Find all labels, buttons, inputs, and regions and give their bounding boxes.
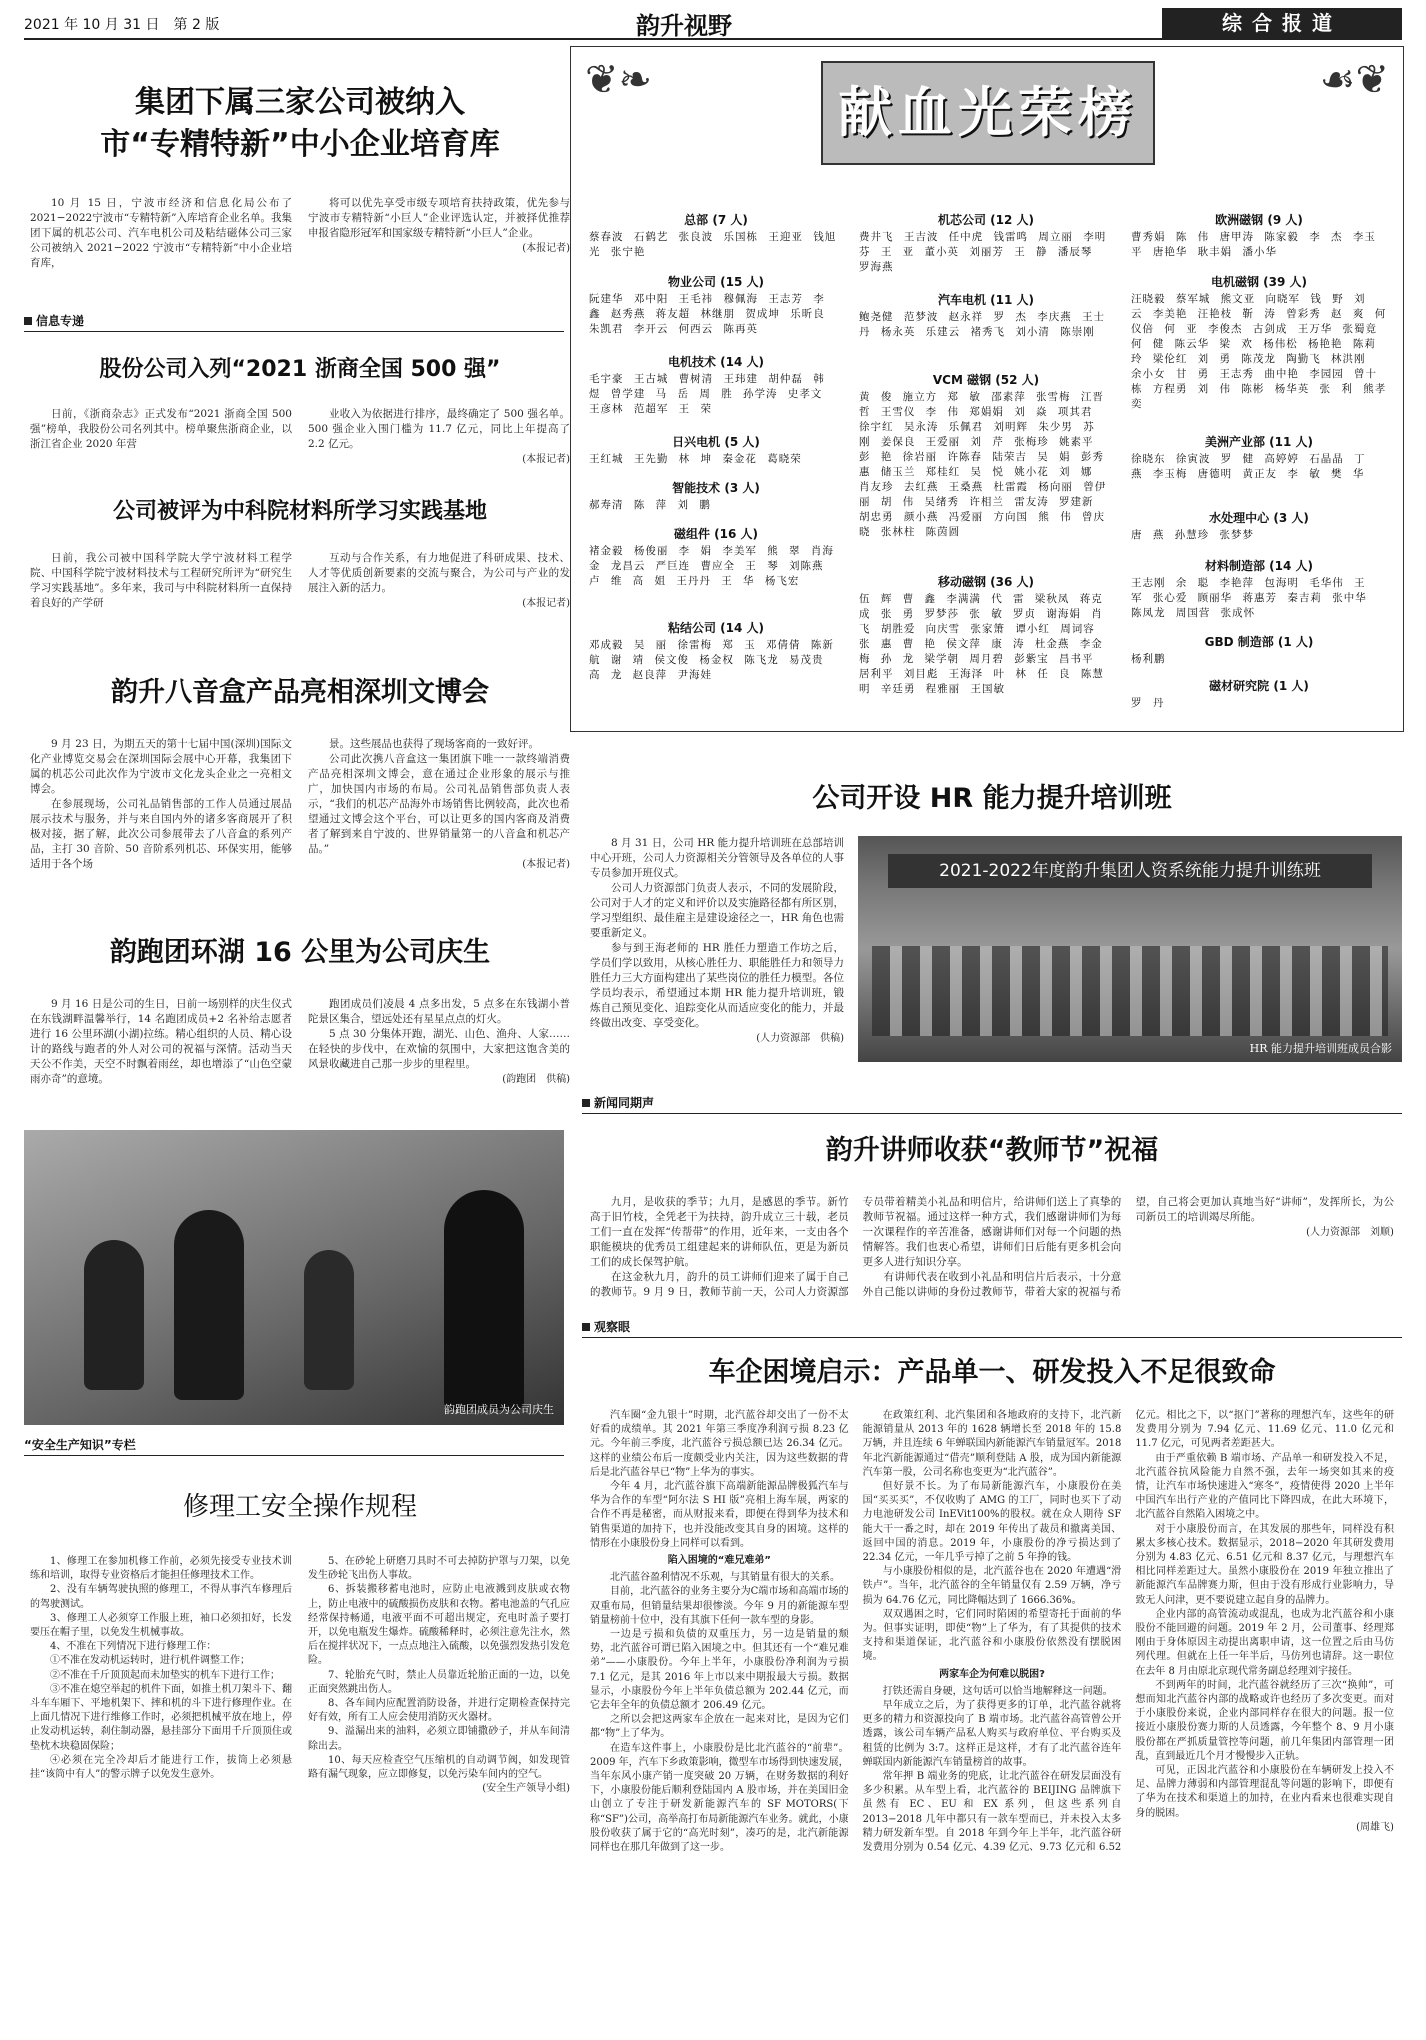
paragraph: 由于严重依赖 B 端市场、产品单一和研发投入不足，北汽蓝谷抗风险能力自然不强，去年一场突如其来的疫情，让汽车市场快速进入“寒冬”，疫情使得 2020 上半年中国汽车出行产业的产值同比下降四成，在此大环境下，北汽蓝谷自然陷入困境之中。 — [1135, 1452, 1394, 1521]
article-teachers-day — [582, 1128, 1402, 1300]
paragraph: 互动与合作关系，有力地促进了科研成果、技术、人才等优质创新要素的交流与聚合，为公司与产业的发展注入新的活力。 — [308, 552, 570, 594]
photo-caption: HR 能力提升培训班成员合影 — [1249, 1042, 1392, 1055]
paragraph: 在造车这件事上，小康股份是比北汽蓝谷的“前辈”。2009 年，汽车下乡政策影响，微型车市场得到快速发展，当年东风小康产销一度突破 20 万辆，在财务数据的利好下，小康股份能后顺利登陆国内 A 股市场，并在美国旧金山创立了专注于研发新能源汽车的 SF MOTORS(下称“SF”)公司，高举高打布局新能源汽车业务。就此，小康股份收获了属于它的“高光时刻”，凑巧的是，北汽新能源同样也在那几年做到了这一步。 — [590, 1742, 849, 1854]
running-team-photo — [24, 1130, 564, 1425]
rule-item: 8、各车间内应配置消防设备，并进行定期检查保持完好有效，所有工人应会使用消防灭火器材。 — [308, 1698, 570, 1724]
paragraph: 在这金秋九月，韵升的员工讲师们迎来了属于自己的教师节。9 月 9 日，教师节前一天，公司人力资源部专员带着精美小礼品和明信片，给讲师们送上了真挚的教师节祝福。通过这样一种方式，我们感谢讲师们为每一次课程作的辛苦准备，感谢讲师们对每一个问题的热情解答。我们也衷心希望，讲师们日后能有更多机会向更多人进行知识分享。 — [590, 1196, 1122, 1298]
paragraph: 参与到王海老师的 HR 胜任力塑造工作坊之后，学员们学以致用，从核心胜任力、职能胜任力和领导力胜任力三大方面构建出了某些岗位的胜任力模型。各位学员均表示，希望通过本期 HR 能力提升培训班，锻炼自己预见变化、追踪变化从而适应变化的能力，并最终做出改变、享受变化。 — [590, 942, 844, 1029]
paragraph: 一边是亏损和负债的双重压力，另一边是销量的颓势，北汽蓝谷可谓已陷入困境之中。但其还有一个“难兄难弟”——小康股份。今年上半年，小康股份净利润为亏损 7.1 亿元，是其 2016 年上市以来中期报最大亏损。数据显示，小康股份今年上半年负债总额为 202.44 亿元，而它去年全年的负债总额才 206.49 亿元。 — [590, 1629, 849, 1712]
paragraph: 但好景不长。为了布局新能源汽车，小康股份在美国“买买买”，不仅收购了 AMG 的工厂，同时也买下了动力电池研发公司 InEVit100%的股权。就在众人期待 SF 能大干一番之时，却在 2019 年传出了裁员和撤离美国、返回中国的消息。2019 年，小康股份的净亏损达到了 22.34 亿元，一年几乎亏掉了之前 5 年挣的钱。 — [862, 1481, 1122, 1564]
paragraph: 汽车圈“金九银十”时期，北汽蓝谷却交出了一份不太好看的成绩单。其 2021 年第三季度净利润亏损 8.23 亿元。今年前三季度，北汽蓝谷亏损总额已达 26.34 亿元。这样的业绩公布后一度颇受业内关注，因为这些数据的背后是北汽蓝谷早已“物”上华为的事实。 — [590, 1410, 849, 1478]
paragraph: 在参展现场，公司礼品销售部的工作人员通过展品展示技术与服务，并与来自国内外的诸多客商展开了积极对接，据了解，此次公司参展带去了八音盒的系列产品，主打 30 音阶、50 音阶系列机芯、环保实用，能够适用于各个场 — [30, 798, 292, 870]
dept-water: 水处理中心 (3 人) 唐 燕 孙慧珍 张梦梦 — [1131, 511, 1309, 541]
section-label: 综合报道 — [1162, 8, 1402, 38]
paragraph: 可见，正因北汽蓝谷和小康股份在车辆研发上投入不足、品牌力薄弱和内部管理混乱等问题的影响下，即便有了华为在技术和渠道上的加持，在业内看来也很难实现自身的脱困。 — [1135, 1765, 1394, 1819]
paragraph: 公司此次携八音盒这一集团旗下唯一一款终端消费产品亮相深圳文博会，意在通过企业形象的展示与推广，加快国内市场的布局。公司礼品销售部负责人表示，“我们的机芯产品海外市场销售比例较高，此次也希望通过文博会这个平台，可以让更多的国内客商及消费者了解到来自宁波的、世界销量第一的八音盒和机芯产品。” — [308, 753, 570, 855]
paragraph: 对于小康股份而言，在其发展的那些年，同样没有积累太多核心技术。数据显示，2018−2020 年其研发费用分别为 4.83 亿元、6.51 亿元和 8.37 亿元，与理想汽车相比同样差距过大。虽然小康股份在 2019 年独立推出了新能源汽车品牌赛力斯，但由于没有形成行业影响力，导致无人问津，更不要说建立起自身的品牌力。 — [1135, 1523, 1394, 1606]
dept-materials: 材料制造部 (14 人) 王志刚 余 聪 李艳萍 包海明 毛华伟 王 军 张心爱 顾丽华 蒋惠芳 秦吉莉 张中华 陈凤龙 周国营 张成怀 — [1131, 559, 1367, 619]
ornament-icon: ❦❧ — [585, 57, 653, 103]
dept-motor-magnet: 电机磁钢 (39 人) 汪晓毅 蔡军城 熊文亚 向晓军 钱 野 刘 云 李美艳 汪艳枝 靳 涛 曾彩秀 赵 爽 何仪倍 何 亚 李俊杰 古剑成 王万华 张蜀竟 何 健 陈云华 梁 欢 杨伟松 杨艳艳 陈莉玲 梁伦红 刘 勇 陈茂龙 陶勤飞 林洪刚 余小女 甘 勇 王志秀 曲中艳 李园园 曾十栋 方程勇 刘 伟 陈彬 杨华英 张 利 熊孝奕 — [1131, 275, 1387, 410]
paragraph: 公司人力资源部门负责人表示，不同的发展阶段，公司对于人才的定义和评价以及实施路径都有所区别，学习型组织、最佳雇主是建设途径之一，HR 角色也需要重新定义。 — [590, 882, 844, 939]
dept-auto-motor: 汽车电机 (11 人) 鲍尧健 范梦波 赵永祥 罗 杰 李庆燕 王士丹 杨永英 乐建云 褚秀飞 刘小清 陈崇刚 — [859, 293, 1106, 338]
paragraph: 10 月 15 日，宁波市经济和信息化局公布了2021−2022宁波市“专精特新”入库培育企业名单。我集团下属的机芯公司、汽车电机公司及粘结磁体公司三家公司被纳入 2021−2022 宁波市“专精特新”中小企业培育库， — [30, 197, 292, 269]
rule-item: 1、修理工在参加机修工作前，必须先接受专业技术训练和培训，取得专业资格后才能担任修理技术工作。 — [30, 1556, 292, 1582]
paragraph: 将可以优先享受市级专项培育扶持政策，优先参与宁波市专精特新“小巨人”企业评选认定，并被择优推荐申报省隐形冠军和国家级专精特新“小巨人”企业。 — [308, 197, 570, 239]
paragraph: 打铁还需自身硬，这句话可以恰当地解释这一问题。 — [882, 1685, 1113, 1697]
masthead — [24, 6, 1402, 40]
rule-item: ②不准在千斤顶顶起而未加垫实的机车下进行工作； — [50, 1669, 280, 1681]
byline: (本报记者) — [522, 598, 570, 609]
blood-donation-honor-roll — [570, 46, 1404, 732]
article-auto-industry — [582, 1350, 1402, 1855]
photo-banner: 2021-2022年度韵升集团人资系统能力提升训练班 — [888, 854, 1372, 888]
paragraph: 9 月 16 日是公司的生日，日前一场别样的庆生仪式在东钱湖畔温馨举行，14 名跑团成员+2 名补给志愿者进行 16 公里环湖(小湖)拉练。精心组织的人员、精心设计的路线与跑者的外人对公司的祝福与深情。活动当天天公不作美，天空不时飘着雨丝，却也增添了“山色空蒙雨亦奇”的意境。 — [30, 998, 292, 1085]
honor-roll-title: 献血光荣榜 — [821, 61, 1155, 165]
dept-mobile-magnet: 移动磁钢 (36 人) 伍 辉 曹 鑫 李满满 代 雷 梁秋凤 蒋克成 张 勇 罗梦莎 张 敏 罗贞 谢海娟 肖 飞 胡胜爱 向庆雪 张家箫 谭小红 周词容 张 惠 曹 艳 侯文萍 康 涛 杜金燕 李金梅 孙 龙 梁学朝 周月碧 彭紫宝 昌书平 居利平 刘目彪 王海泽 叶 林 任 良 陈慧明 辛廷勇 程雅丽 王国敏 — [859, 575, 1104, 695]
rule-item: 9、溢漏出来的油料，必须立即铺撒砂子，并从车间清除出去。 — [308, 1726, 570, 1752]
subheading: 陷入困境的“难兄难弟” — [667, 1555, 771, 1567]
byline: (韵跑团 供稿) — [502, 1074, 570, 1085]
rule-item: 3、修理工人必须穿工作服上班，袖口必须扣好，长发要压在帽子里，以免发生机械事故。 — [30, 1612, 292, 1639]
rule-item: 5、在砂轮上研磨刀具时不可去掉防护罩与刀架，以免发生砂轮飞出伤人事故。 — [308, 1556, 570, 1582]
article-top500 — [30, 352, 570, 467]
article-cas-base — [30, 494, 570, 611]
article-music-box — [30, 670, 570, 872]
dept-europe: 欧洲磁钢 (9 人) 曹秀娟 陈 伟 唐甲涛 陈家毅 李 杰 李玉平 唐艳华 耿丰娟 潘小华 — [1131, 213, 1376, 258]
dept-property: 物业公司 (15 人) 阮建华 邓中阳 王毛祎 穆佩海 王志芳 李 鑫 赵秀燕 蒋友超 林继朋 贺成坤 乐昕良 朱凯君 李开云 何西云 陈再英 — [589, 275, 825, 335]
paragraph: 在政策红利、北汽集团和各地政府的支持下，北汽新能源销量从 2013 年的 1628 辆增长至 2018 年的 15.8 万辆，并且连续 6 年蝉联国内新能源汽车销量冠军。2018 年北汽新能源通过“借壳”顺利登陆 A 股，成为国内新能源汽车第一股，公司名称也变更为“北汽蓝谷”。 — [862, 1410, 1122, 1478]
paragraph: 5 点 30 分集体开跑，湖光、山色、渔舟、人家……在轻快的步伐中，在欢愉的氛围中，大家把这饱含美的风景收藏进自己那一步步的里程里。 — [308, 1028, 570, 1070]
dept-movement: 机芯公司 (12 人) 费井飞 王吉波 任中虎 钱雷鸣 周立丽 李明芬 王 亚 董小英 刘丽芳 王 静 潘辰琴 罗海燕 — [859, 213, 1107, 273]
headline: 修理工安全操作规程 — [182, 1492, 417, 1522]
photo-caption: 韵跑团成员为公司庆生 — [444, 1403, 554, 1416]
dept-motor-tech: 电机技术 (14 人) 毛宇豪 王古城 曹树清 王玮建 胡仲磊 韩 煜 曾学建 马 岳 周 胜 孙学涛 史孝文 王彦林 范超军 王 荣 — [589, 355, 825, 415]
paragraph: 早年成立之后，为了获得更多的订单，北汽蓝谷就将更多的精力和资源投向了 B 端市场。北汽蓝谷高管曾公开透露，该公司车辆产品私人购买与政府单位、平台购买及租赁的比例为 3:7。这样正是这样，才有了北汽蓝谷连年蝉联国内新能源汽车销量榜首的故事。 — [862, 1700, 1122, 1768]
safety-column-tag: “安全生产知识”专栏 — [24, 1436, 564, 1456]
headline: 公司开设 HR 能力提升培训班 — [812, 783, 1172, 814]
square-bullet-icon — [24, 317, 32, 325]
paragraph: 跑团成员们凌晨 4 点多出发，5 点多在东钱湖小普陀景区集合，望远处还有星星点点的灯火。 — [308, 998, 570, 1025]
article-specialized-enterprises — [30, 82, 570, 271]
ornament-icon: ☙❦ — [1319, 57, 1389, 103]
paragraph: 有讲师代表在收到小礼品和明信片后表示，十分意外自己能以讲师的身份过教师节，带着大家的祝福与希望，自己将会更加认真地当好“讲师”，发挥所长，为公司新员工的培训竭尽所能。 — [862, 1196, 1394, 1298]
headline: 公司被评为中科院材料所学习实践基地 — [112, 499, 487, 524]
rule-item: 6、拆装搬移蓄电池时，应防止电液溅到皮肤或衣物上，防止电液中的硫酸损伤皮肤和衣物。蓄电池盖的气孔应经常保持畅通，电液平面不可超出规定，充电时盖子要打开，以免电瓶发生爆炸。硫酸稀释时，必须注意先注水，然后在搅拌状况下，一点点地注入硫酸，以免强烈发热引发危险。 — [308, 1584, 570, 1667]
paragraph: 九月，是收获的季节；九月，是感恩的季节。新竹高于旧竹枝，全凭老干为扶持，韵升成立三十载，老员工们一直在发挥“传帮带”的作用，近年来，一支由各个职能模块的优秀员工组建起来的讲师队伍，更是为新员工们的成长保驾护航。 — [590, 1196, 849, 1268]
observer-tag: 观察眼 — [582, 1318, 1402, 1338]
rule-item: ④必须在完全冷却后才能进行工作，拔筒上必须悬挂“该筒中有人”的警示牌子以免发生意外。 — [30, 1754, 292, 1781]
byline: (安全生产领导小组) — [482, 1783, 570, 1795]
rule-item: 10、每天应检查空气压缩机的自动调节阀，如发现管路有漏气现象，应立即修复，以免污染车间内的空气。 — [308, 1754, 570, 1781]
paragraph: 与小康股份相似的是，北汽蓝谷也在 2020 年遭遇“滑铁卢”。当年，北汽蓝谷的全年销量仅有 2.59 万辆，净亏损为 64.76 亿元，同比降幅达到了 1666.36%。 — [862, 1566, 1122, 1606]
paragraph: 企业内部的高管流动或混乱，也成为北汽蓝谷和小康股份不能回避的问题。2019 年 2 月，公司董事、经理郑刚由于身体原因主动提出离职申请，这一位置之后由马仿列代理。但就在上任一年半后，马仿列也请辞。这一职位在去年 8 月由原北京现代常务副总经理刘宇接任。 — [1135, 1608, 1394, 1677]
dept-bonded: 粘结公司 (14 人) 邓成毅 吴 丽 徐雷梅 郑 玉 邓倩倩 陈新航 谢 靖 侯文俊 杨金权 陈飞龙 易茂贵 高 龙 赵良萍 尹海娃 — [589, 621, 834, 681]
byline: (人力资源部 刘顺) — [1306, 1227, 1394, 1238]
paragraph: 北汽蓝谷盈利情况不乐观，与其销量有很大的关系。 — [610, 1572, 840, 1584]
article-safety-rules — [30, 1486, 570, 1796]
headline: 股份公司入列“2021 浙商全国 500 强” — [99, 357, 501, 382]
rule-item: 2、没有车辆驾驶执照的修理工，不得从事汽车修理后的驾驶测试。 — [30, 1584, 292, 1610]
square-bullet-icon — [582, 1323, 590, 1331]
paragraph: 日前，《浙商杂志》正式发布“2021 浙商全国 500 强”榜单，我股份公司名列其中。榜单聚焦浙商企业，以浙江省企业 2020 年营 — [30, 408, 292, 450]
paragraph: 业收入为依据进行排序，最终确定了 500 强名单。500 强企业入围门槛为 11.7 亿元，同比上年提高了 2.2 亿元。 — [308, 408, 570, 450]
dept-vcm: VCM 磁钢 (52 人) 黄 俊 施立方 郑 敏 邵素萍 张雪梅 江晋哲 王雪仪 李 伟 郑娟娟 刘 焱 项其君 徐宇红 吴永涛 乐佩君 刘明辉 朱少男 苏 刚 姜保良 王爱丽 刘 芹 张梅珍 姚素平 彭 艳 徐岩丽 许陈春 陆荣吉 吴 娟 彭秀惠 储玉兰 郑桂红 吴 悦 姚小花 刘 娜 肖友珍 去红燕 王桑燕 杜雷霞 杨向丽 曾伊丽 胡 伟 吴绪秀 许相兰 雷友涛 罗建新 胡忠勇 颜小燕 冯爱丽 方向国 熊 伟 曾庆晓 张林柱 陈茵圆 — [859, 373, 1107, 538]
issue-date: 2021 年 10 月 31 日 第 2 版 — [24, 17, 220, 33]
hr-group-photo — [858, 836, 1402, 1062]
square-bullet-icon — [582, 1099, 590, 1107]
paragraph: 双双遇困之时，它们同时陷困的希望寄托于面前的华为。但事实证明，即使“物”上了华为，有了其提供的技术支持和渠道保证，北汽蓝谷和小康股份依然没有摆脱困境。 — [862, 1608, 1122, 1663]
paragraph: 今年 4 月，北汽蓝谷旗下高端新能源品牌极狐汽车与华为合作的车型“阿尔法 S HI 版”亮相上海车展，两家的合作不再是秘密，而从财报来看，即便在得到华为技术和销售渠道的加持下，也并没能改变其自身的困境。这样的情形在小康股份身上同样可以看到。 — [590, 1481, 849, 1549]
newspaper-brand: 韵升视野 — [636, 11, 732, 40]
rule-item: ③不准在熄空举起的机件下面，如推土机刀架斗下、翻斗车车厢下、平地机架下、摔和机的斗下进行修理作业。在上面几情况下进行维修工作时，必须把机械平放在地上，停止发动机运转，刹住制动器，悬挂部分下面用千斤顶顶住或垫枕木块稳固保险； — [30, 1683, 292, 1752]
byline: (本报记者) — [522, 243, 570, 254]
article-hr-training — [582, 776, 1402, 815]
dept-hq: 总部 (7 人) 蔡春波 石鹤艺 张良波 乐国栋 王迎亚 钱旭光 张宁艳 — [589, 213, 837, 258]
paragraph: 8 月 31 日，公司 HR 能力提升培训班在总部培训中心开班，公司人力资源相关分管领导及各单位的人事专员参加开班仪式。 — [590, 837, 844, 879]
paragraph: 常年押 B 端业务的兜底，让北汽蓝谷在研发层面没有多少积累。从车型上看，北汽蓝谷的 BEIJING 品牌旗下虽然有 EC、EU 和 EX 系列，但这些系列自 2013−2018 几年中都只有一款车型而已，并未投入太多精力研发新车型。自 2018 年到今年上半年，北汽蓝谷研发费用分别为 0.54 亿元、4.39 亿元、9.73 亿元和 6.52 亿元。相比之下，以“抠门”著称的理想汽车，这些年的研发费用分别为 7.94 亿元、11.69 亿元、11.0 亿元和 11.7 亿元，可见两者差距甚大。 — [862, 1410, 1394, 1854]
news-echo-tag: 新闻同期声 — [582, 1094, 1402, 1114]
subheading: 两家车企为何难以脱困? — [939, 1668, 1045, 1680]
rule-item: 4、不准在下列情况下进行修理工作： — [50, 1641, 217, 1653]
headline: 韵跑团环湖 16 公里为公司庆生 — [109, 937, 491, 968]
dept-magnet-assembly: 磁组件 (16 人) 褚金毅 杨俊丽 李 娟 李美军 熊 翠 肖海金 龙昌云 严巨连 曹应全 王 琴 刘陈燕 卢 维 高 姐 王丹丹 王 华 杨飞宏 — [589, 527, 834, 587]
byline: (人力资源部 供稿) — [756, 1033, 844, 1044]
paragraph: 目前，北汽蓝谷的业务主要分为C端市场和高端市场的双重布局，但销量结果却很惨淡。今年 9 月的新能源车型销量榜前十位中，没有其旗下任何一款车型的身影。 — [590, 1586, 849, 1626]
dept-americas: 美洲产业部 (11 人) 徐晓东 徐寅波 罗 健 高婷婷 石晶晶 丁 燕 李玉梅 唐德明 黄正友 李 敏 樊 华 — [1131, 435, 1366, 480]
byline: (周雄飞) — [1356, 1821, 1394, 1833]
hr-training-body — [590, 836, 844, 1046]
dept-gbd: GBD 制造部 (1 人) 杨利鹏 — [1131, 635, 1314, 665]
paragraph: 9 月 23 日，为期五天的第十七届中国(深圳)国际文化产业博览交易会在深圳国际会展中心开幕，我集团下属的机芯公司此次作为宁波市文化龙头企业之一亮相文博会。 — [30, 738, 292, 795]
rule-item: 7、轮胎充气时，禁止人员靠近轮胎正面的一边，以免正面突然跳出伤人。 — [308, 1669, 570, 1695]
rule-item: ①不准在发动机运转时，进行机件调整工作； — [50, 1655, 250, 1667]
paragraph: 之所以会把这两家车企放在一起来对比，是因为它们都“物”上了华为。 — [590, 1714, 849, 1740]
headline: 韵升讲师收获“教师节”祝福 — [825, 1135, 1159, 1166]
paragraph: 景。这些展品也获得了现场客商的一致好评。 — [329, 738, 539, 750]
headline-line1: 集团下属三家公司被纳入 — [135, 85, 465, 120]
byline: (本报记者) — [522, 859, 570, 870]
dept-research: 磁材研究院 (1 人) 罗 丹 — [1131, 679, 1309, 709]
headline-line2: 市“专精特新”中小企业培育库 — [100, 127, 500, 162]
headline: 韵升八音盒产品亮相深圳文博会 — [111, 677, 489, 708]
paragraph: 不到两年的时间，北汽蓝谷就经历了三次“换帅”，可想而知北汽蓝谷内部的战略或许也经历了多次变更。而对于小康股份来说，企业内部同样存在很大的问题。报一位接近小康股份赛力斯的人员透露，今年整个 8、9 月小康股份都在严抓质量管控等问题，前几年集团内部管理一团乱，直到最近几个月才慢慢步入正轨。 — [1135, 1679, 1394, 1762]
headline: 车企困境启示：产品单一、研发投入不足很致命 — [708, 1357, 1276, 1388]
dept-rixing: 日兴电机 (5 人) 王红城 王先勤 林 坤 秦金花 葛晓荣 — [589, 435, 802, 465]
paragraph: 日前，我公司被中国科学院大学宁波材料工程学院、中国科学院宁波材料技术与工程研究所评为“研究生学习实践基地”。多年来，我司与中科院材料所一直保持着良好的产学研 — [30, 552, 292, 609]
byline: (本报记者) — [522, 454, 570, 465]
article-running-team — [30, 930, 570, 1087]
dept-smart-tech: 智能技术 (3 人) 郝寿清 陈 萍 刘 鹏 — [589, 481, 760, 511]
info-express-tag: 信息专递 — [24, 312, 564, 332]
